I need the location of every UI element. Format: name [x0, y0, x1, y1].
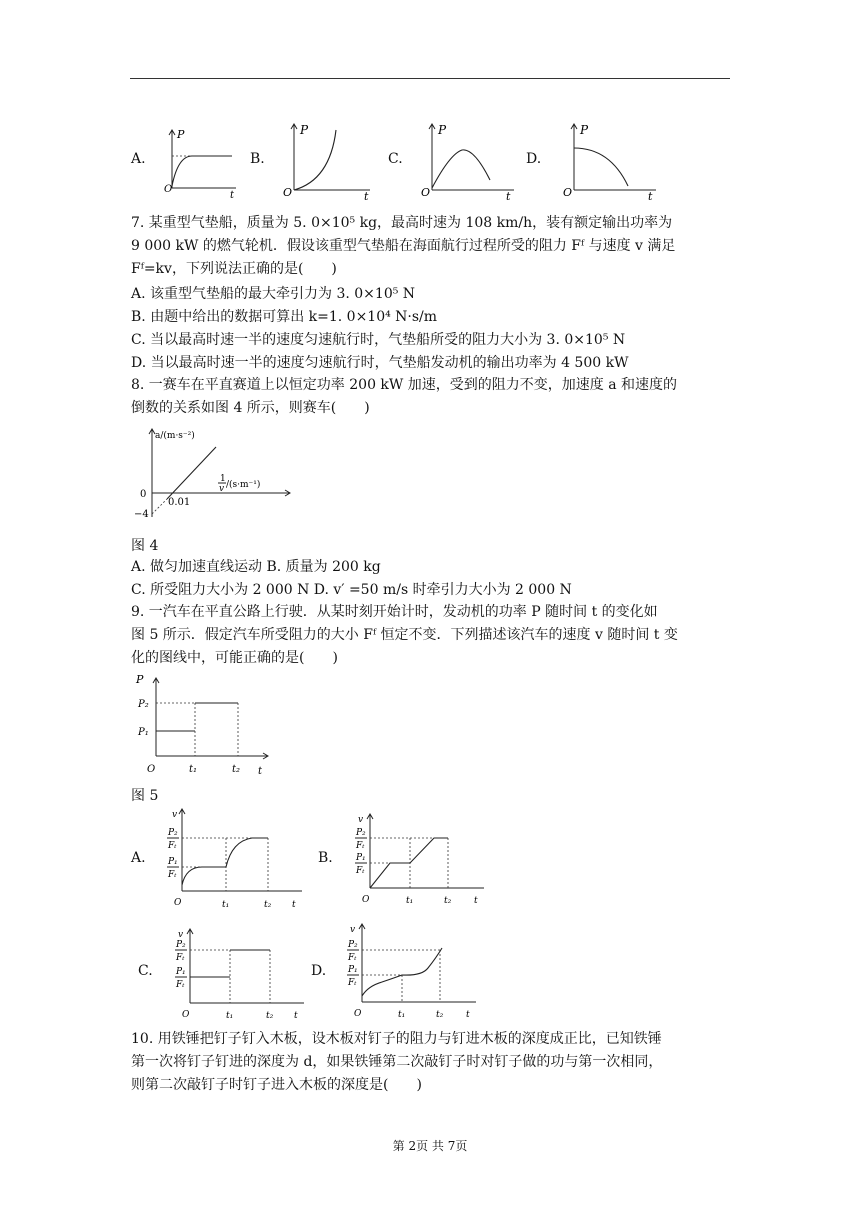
q6-option-a-label: A.	[131, 151, 146, 167]
q9-option-a-label: A.	[131, 850, 146, 866]
t1-label: t₁	[226, 1011, 234, 1021]
ff-label: Fₜ	[168, 870, 177, 880]
axis-label-t: t	[292, 900, 296, 910]
q6-graph-c	[418, 120, 518, 203]
axis-label-t: t	[506, 190, 511, 203]
q10-line-1: 10. 用铁锤把钉子钉入木板，设木板对钉子的阻力与钉进木板的深度成正比，已知铁锤	[131, 1031, 662, 1047]
origin-label: O	[362, 895, 370, 905]
axis-label-t: t	[474, 896, 478, 906]
t2-label: t₂	[264, 900, 272, 910]
axis-label-p: P	[136, 673, 144, 686]
q7-option-b: B. 由题中给出的数据可算出 k=1. 0×10⁴ N·s/m	[131, 309, 438, 325]
origin-label: O	[421, 186, 431, 199]
p2-label: P₂	[176, 940, 186, 950]
figure-4-graph	[130, 425, 300, 525]
header-rule	[130, 78, 730, 79]
q8-option-ab: A. 做匀加速直线运动 B. 质量为 200 kg	[131, 559, 381, 575]
axis-label-v: v	[350, 925, 356, 935]
axis-label-t: t	[258, 766, 263, 777]
q8-option-cd: C. 所受阻力大小为 2 000 N D. v′ =50 m/s 时牵引力大小为 2 000 N	[131, 582, 572, 598]
q10-line-2: 第一次将钉子钉进的深度为 d，如果铁锤第二次敲钉子时对钉子做的功与第一次相同，	[131, 1054, 663, 1070]
q7-line-3: Fᶠ=kv，下列说法正确的是( )	[131, 261, 337, 277]
q6-graph-d	[560, 120, 660, 203]
p2-label: P₂	[138, 699, 149, 710]
axis-label-t: t	[648, 190, 653, 203]
q9-option-d-label: D.	[311, 963, 327, 979]
origin-label: O	[147, 764, 156, 775]
q7-option-d: D. 当以最高时速一半的速度匀速航行时，气垫船发动机的输出功率为 4 500 kW	[131, 355, 629, 371]
t2-label: t₂	[266, 1011, 274, 1021]
ff-label: Fₜ	[348, 953, 357, 963]
q9-line-3: 化的图线中，可能正确的是( )	[131, 650, 338, 666]
t2-label: t₂	[232, 764, 241, 775]
q7-option-c: C. 当以最高时速一半的速度匀速航行时，气垫船所受的阻力大小为 3. 0×10⁵ N	[131, 332, 626, 348]
p1-label: P₁	[176, 967, 186, 977]
t1-label: t₁	[222, 900, 230, 910]
p2-label: P₂	[348, 940, 358, 950]
origin-label: O	[164, 184, 173, 195]
q9-line-2: 图 5 所示．假定汽车所受阻力的大小 Fᶠ 恒定不变．下列描述该汽车的速度 v 随时间 t 变	[131, 627, 678, 643]
q7-line-2: 9 000 kW 的燃气轮机．假设该重型气垫船在海面航行过程所受的阻力 Fᶠ 与速度 v 满足	[131, 238, 676, 254]
x-axis-label-v: v	[219, 484, 225, 494]
origin-label: O	[354, 1009, 362, 1019]
x-axis-label-one: 1	[220, 474, 226, 484]
axis-label-t: t	[364, 190, 369, 203]
axis-label-p: P	[438, 123, 447, 137]
q9-graph-d	[342, 920, 482, 1025]
q8-line-1: 8. 一赛车在平直赛道上以恒定功率 200 kW 加速，受到的阻力不变，加速度 a 和速度的	[131, 377, 677, 393]
figure-5-caption: 图 5	[131, 788, 159, 804]
ff-label: Fₜ	[176, 980, 185, 990]
tick-neg4: −4	[134, 509, 149, 520]
axis-label-p: P	[177, 128, 185, 141]
axis-label-p: P	[300, 123, 309, 137]
axis-label-t: t	[294, 1011, 298, 1021]
ff-label: Fₜ	[176, 953, 185, 963]
q6-option-b-label: B.	[250, 151, 265, 167]
axis-label-v: v	[172, 810, 178, 820]
tick-001: 0.01	[168, 497, 191, 508]
q7-option-a: A. 该重型气垫船的最大牵引力为 3. 0×10⁵ N	[131, 286, 416, 302]
q6-graph-a	[160, 126, 240, 201]
q10-line-3: 则第二次敲钉子时钉子进入木板的深度是( )	[131, 1077, 422, 1093]
origin-label: O	[182, 1010, 190, 1020]
p1-label: P₁	[138, 727, 149, 738]
q9-option-b-label: B.	[318, 850, 333, 866]
p2-label: P₂	[356, 828, 366, 838]
t2-label: t₂	[444, 896, 452, 906]
q9-graph-c	[170, 925, 310, 1025]
q9-graph-b	[350, 810, 490, 910]
q9-line-1: 9. 一汽车在平直公路上行驶．从某时刻开始计时，发动机的功率 P 随时间 t 的变化如	[131, 604, 658, 620]
q8-line-2: 倒数的关系如图 4 所示，则赛车( )	[131, 400, 370, 416]
origin-label: O	[563, 186, 573, 199]
t1-label: t₁	[406, 896, 414, 906]
q9-option-c-label: C.	[138, 963, 153, 979]
axis-label-v: v	[178, 930, 184, 940]
axis-label-t: t	[230, 190, 235, 201]
ff-label: Fₜ	[356, 841, 365, 851]
tick-zero: 0	[140, 489, 147, 500]
figure-5-graph	[130, 672, 270, 782]
p1-label: P₁	[356, 853, 366, 863]
axis-label-p: P	[580, 123, 589, 137]
origin-label: O	[174, 898, 182, 908]
axis-label-t: t	[466, 1010, 470, 1020]
ff-label: Fₜ	[348, 978, 357, 988]
t1-label: t₁	[189, 764, 198, 775]
y-axis-label: a/(m·s⁻²)	[155, 431, 195, 441]
q6-option-d-label: D.	[526, 151, 542, 167]
axis-label-v: v	[358, 815, 364, 825]
page-footer: 第 2页 共 7页	[392, 1139, 468, 1153]
x-axis-label-unit: /(s·m⁻¹)	[226, 480, 261, 490]
t1-label: t₁	[398, 1010, 406, 1020]
ff-label: Fₜ	[168, 841, 177, 851]
q6-option-c-label: C.	[388, 151, 403, 167]
origin-label: O	[283, 186, 293, 199]
ff-label: Fₜ	[356, 866, 365, 876]
q9-graph-a	[162, 805, 307, 915]
q7-line-1: 7. 某重型气垫船，质量为 5. 0×10⁵ kg，最高时速为 108 km/h，装有额定输出功率为	[131, 215, 673, 231]
figure-4-caption: 图 4	[131, 538, 159, 554]
t2-label: t₂	[436, 1010, 444, 1020]
p1-label: P₁	[348, 965, 358, 975]
q6-graph-b	[280, 120, 372, 203]
p1-label: P₁	[168, 857, 178, 867]
p2-label: P₂	[168, 828, 178, 838]
